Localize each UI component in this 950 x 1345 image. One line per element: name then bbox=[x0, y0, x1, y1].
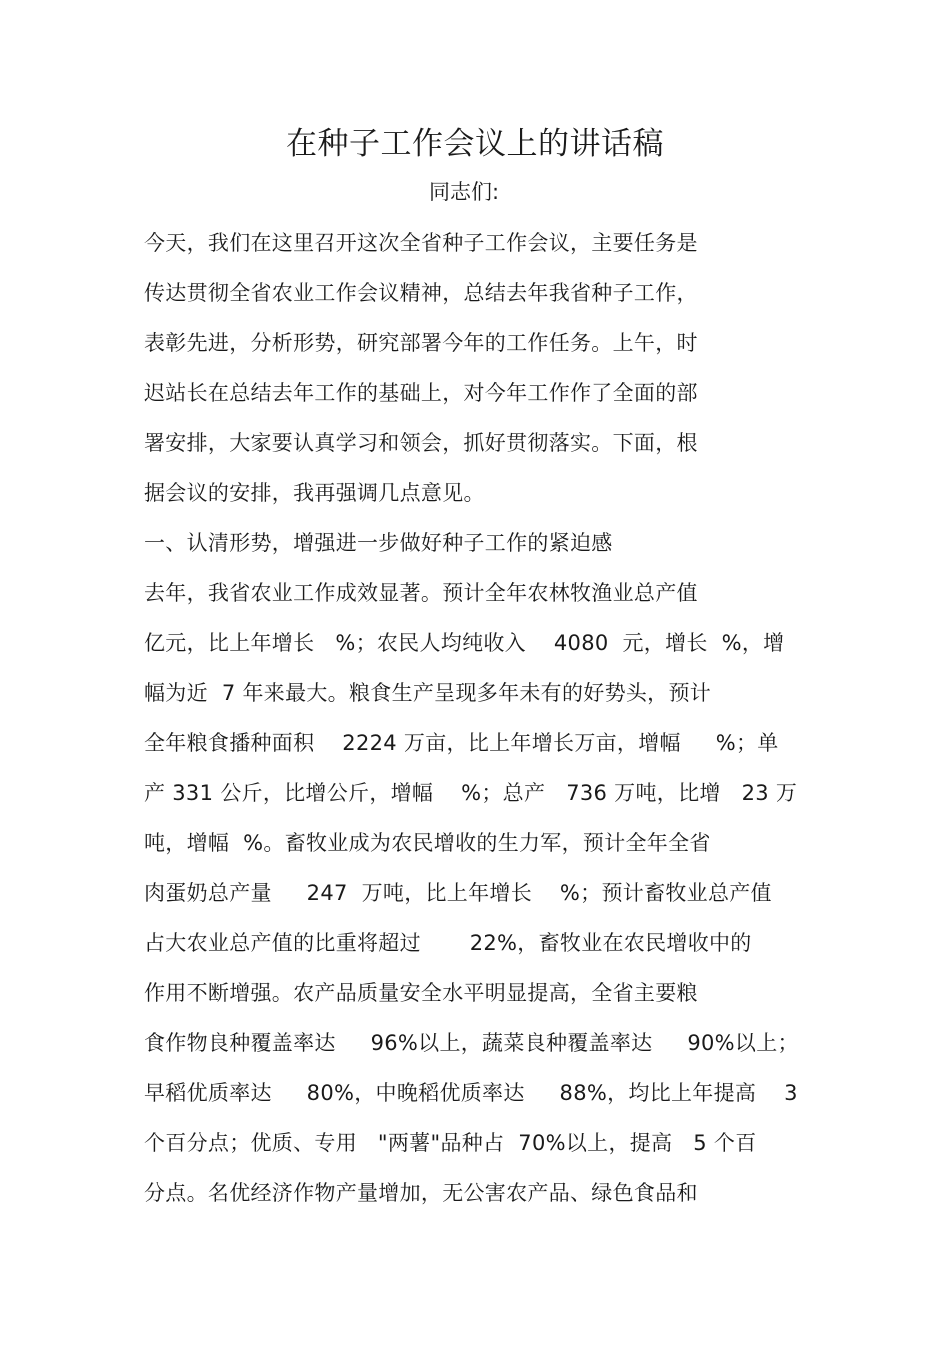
document-body bbox=[144, 226, 824, 1226]
document-title: 在种子工作会议上的讲话稿 bbox=[286, 126, 664, 162]
body-line: 幅为近 7 年来最大。粮食生产呈现多年未有的好势头，预计 bbox=[144, 681, 712, 705]
body-line: 个百分点；优质、专用 "两薯"品种占 70%以上，提高 5 个百 bbox=[144, 1131, 757, 1155]
body-line: 迟站长在总结去年工作的基础上，对今年工作作了全面的部 bbox=[144, 381, 698, 405]
body-line: 作用不断增强。农产品质量安全水平明显提高，全省主要粮 bbox=[144, 981, 698, 1005]
salutation: 同志们: bbox=[428, 180, 500, 204]
body-line: 分点。名优经济作物产量增加，无公害农产品、绿色食品和 bbox=[144, 1181, 698, 1205]
body-line: 食作物良种覆盖率达 96%以上，蔬菜良种覆盖率达 90%以上； bbox=[144, 1031, 799, 1055]
body-line: 据会议的安排，我再强调几点意见。 bbox=[144, 481, 485, 505]
body-line: 去年，我省农业工作成效显著。预计全年农林牧渔业总产值 bbox=[144, 581, 698, 605]
body-line: 早稻优质率达 80%，中晚稻优质率达 88%，均比上年提高 3 bbox=[144, 1081, 798, 1105]
body-line: 全年粮食播种面积 2224 万亩，比上年增长万亩，增幅 %；单 bbox=[144, 731, 779, 755]
body-line: 产 331 公斤，比增公斤，增幅 %；总产 736 万吨，比增 23 万 bbox=[144, 781, 798, 805]
body-line: 传达贯彻全省农业工作会议精神，总结去年我省种子工作， bbox=[144, 281, 698, 305]
body-line: 表彰先进，分析形势，研究部署今年的工作任务。上午，时 bbox=[144, 331, 698, 355]
body-line: 占大农业总产值的比重将超过 22%，畜牧业在农民增收中的 bbox=[144, 931, 752, 955]
body-line: 吨，增幅 %。畜牧业成为农民增收的生力军，预计全年全省 bbox=[144, 831, 711, 855]
body-line: 肉蛋奶总产量 247 万吨，比上年增长 %；预计畜牧业总产值 bbox=[144, 881, 772, 905]
body-line: 今天，我们在这里召开这次全省种子工作会议，主要任务是 bbox=[144, 231, 698, 255]
section-heading: 一、认清形势，增强进一步做好种子工作的紧迫感 bbox=[144, 531, 613, 555]
body-line: 署安排，大家要认真学习和领会，抓好贯彻落实。下面，根 bbox=[144, 431, 698, 455]
body-line: 亿元，比上年增长 %；农民人均纯收入 4080 元，增长 %，增 bbox=[144, 631, 785, 655]
